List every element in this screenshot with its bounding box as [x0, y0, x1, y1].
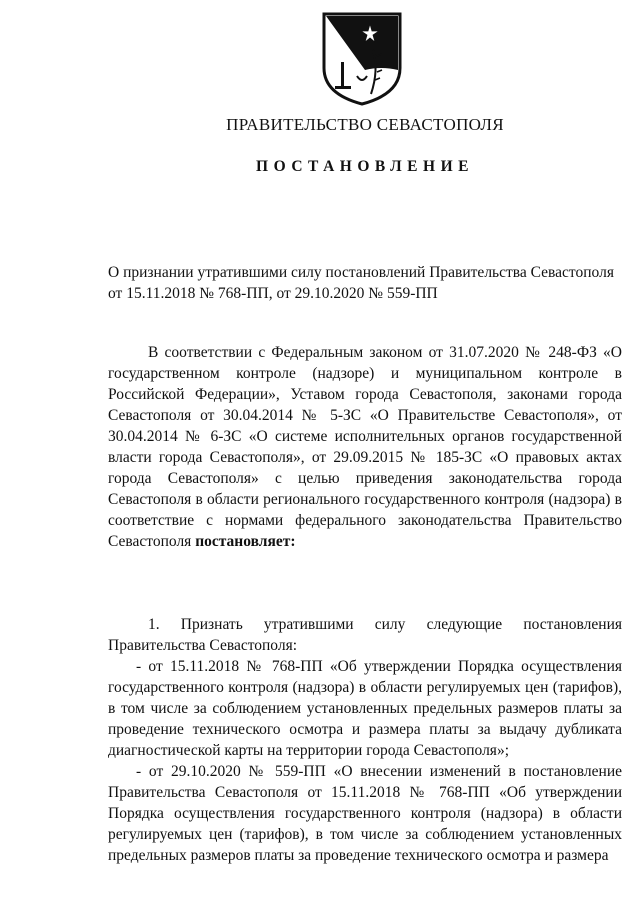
preamble-paragraph	[108, 342, 622, 552]
organization-name: ПРАВИТЕЛЬСТВО СЕВАСТОПОЛЯ	[226, 115, 504, 134]
subitem-1-paragraph: - от 15.11.2018 № 768-ПП «Об утверждении Порядка осуществления государственного контроля (надзора) в области регулируемых цен (тарифов), в том числе за соблюдением установленных предельных размеров платы за проведение технического осмотра и размера платы за выдачу дубликата диагностической карты на территории города Севастополя»;	[108, 658, 622, 759]
paragraph-spacer	[108, 552, 622, 614]
resolves-word: постановляет:	[195, 533, 296, 550]
preamble-text: В соответствии с Федеральным законом от 31.07.2020 № 248-ФЗ «О государственном контроле (надзоре) и муниципальном контроле в Российской Федерации», Уставом города Севастополя, законами города Севастополя от 30.04.2014 № 5-ЗС «О Правительстве Севастополя», от 30.04.2014 № 6-ЗС «О системе исполнительных органов государственной власти города Севастополя», от 29.09.2015 № 185-ЗС «О правовых актах города Севастополя» с целью приведения законодательства города Севастополя в области регионального государственного контроля (надзора) в соответствие с нормами федерального законодательства Правительство Севастополя	[108, 344, 622, 550]
document-body	[108, 342, 622, 866]
item-1-paragraph: 1. Признать утратившими силу следующие постановления Правительства Севастополя:	[108, 616, 622, 654]
document-title	[108, 262, 628, 304]
document-type-heading: ПОСТАНОВЛЕНИЕ	[256, 158, 474, 175]
sevastopol-coat-of-arms-icon	[321, 10, 403, 106]
subitem-2-paragraph: - от 29.10.2020 № 559-ПП «О внесении изменений в постановление Правительства Севастополя от 15.11.2018 № 768-ПП «Об утверждении Порядка осуществления государственного контроля (надзора) в области регулируемых цен (тарифов), в том числе за соблюдением установленных предельных размеров платы за проведение технического осмотра и размера	[108, 763, 622, 864]
title-line-1: О признании утратившими силу постановлений Правительства Севастополя	[108, 264, 614, 281]
title-line-2: от 15.11.2018 № 768-ПП, от 29.10.2020 № 559-ПП	[108, 285, 438, 302]
